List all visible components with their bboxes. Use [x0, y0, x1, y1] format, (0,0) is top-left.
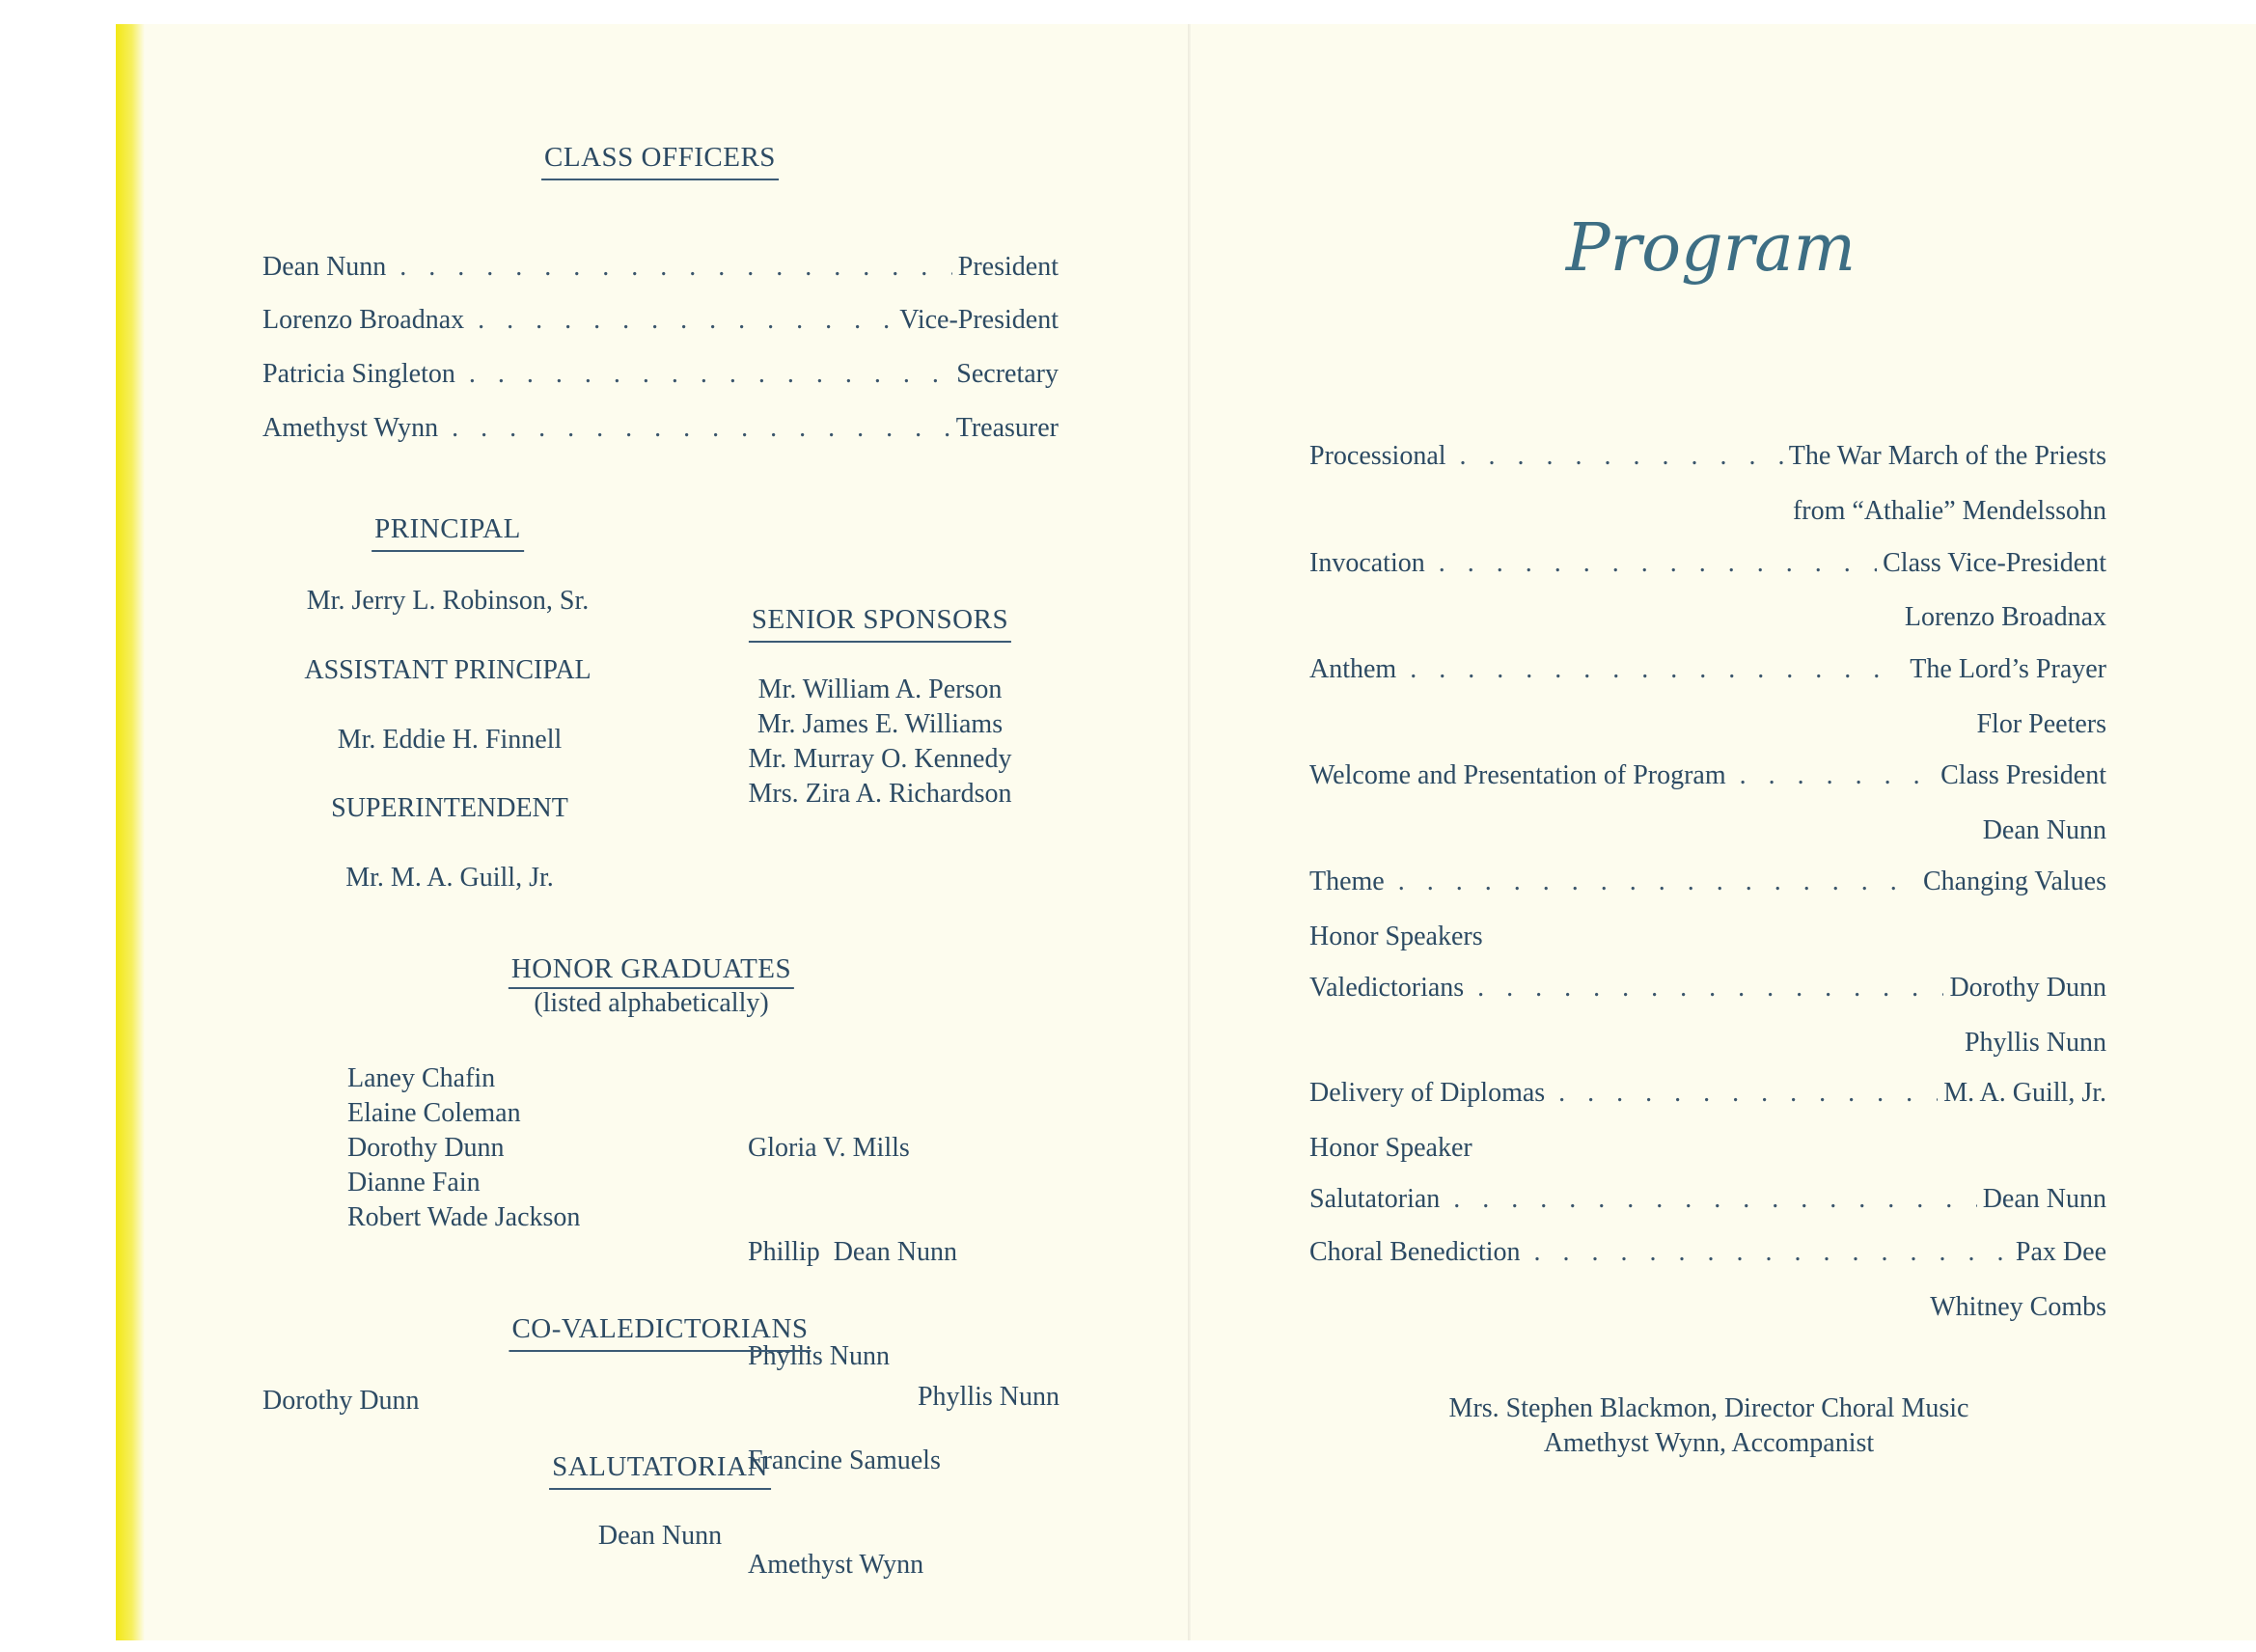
senior-sponsors-list — [749, 673, 1012, 812]
leader-dots — [1445, 1186, 1976, 1213]
program-item-label: Valedictorians — [1309, 973, 1465, 1003]
program-item — [1309, 868, 2106, 895]
program-item-continuation: Phyllis Nunn — [1964, 1028, 2106, 1058]
program-item — [1309, 762, 2106, 789]
program-item-value: Dean Nunn — [1982, 1184, 2106, 1214]
officer-name: Patricia Singleton — [262, 359, 455, 389]
leader-dots — [470, 307, 894, 334]
honor-speakers-label: Honor Speakers — [1309, 922, 1483, 951]
honor-graduate: Phyllis Nunn — [748, 1341, 891, 1371]
honor-graduate: Phillip Dean Nunn — [748, 1237, 957, 1267]
honor-graduates-right-column — [748, 1061, 957, 1652]
assistant-principal-name: Mr. Eddie H. Finnell — [337, 725, 563, 755]
co-valedictorian-name: Phyllis Nunn — [917, 1382, 1059, 1412]
superintendent-name: Mr. M. A. Guill, Jr. — [345, 863, 554, 893]
honor-graduate: Laney Chafin — [347, 1063, 496, 1093]
program-item-continuation: Whitney Combs — [1930, 1292, 2106, 1322]
program-item-value: Class President — [1940, 760, 2106, 790]
honor-graduate: Elaine Coleman — [347, 1098, 521, 1128]
yellow-deckle-edge — [116, 24, 145, 1640]
officer-role: President — [957, 252, 1059, 282]
leader-dots — [1402, 656, 1904, 683]
leader-dots — [1551, 1080, 1938, 1107]
program-item-value: M. A. Guill, Jr. — [1943, 1078, 2106, 1108]
leader-dots — [1527, 1239, 2010, 1266]
officer-row — [262, 361, 1059, 388]
officer-role: Vice-President — [899, 305, 1059, 335]
officer-name: Lorenzo Broadnax — [262, 305, 465, 335]
honor-graduates-heading: HONOR GRADUATES — [509, 953, 794, 989]
program-item — [1309, 550, 2106, 577]
leader-dots — [1470, 975, 1943, 1002]
program-item-label: Choral Benediction — [1309, 1237, 1521, 1267]
program-item — [1309, 656, 2106, 683]
program-item-value: Changing Values — [1922, 867, 2106, 896]
program-item-continuation: Flor Peeters — [1976, 709, 2106, 739]
program-item-label: Invocation — [1309, 548, 1425, 578]
honor-graduates-left-column — [347, 1061, 580, 1235]
salutatorian-name: Dean Nunn — [597, 1521, 723, 1551]
honor-graduate: Dianne Fain — [347, 1168, 481, 1198]
honor-graduate: Francine Samuels — [748, 1446, 941, 1475]
leader-dots — [444, 415, 950, 442]
leader-dots — [1431, 550, 1877, 577]
officer-row — [262, 415, 1059, 442]
program-item-label: Anthem — [1309, 654, 1397, 684]
principal-name: Mr. Jerry L. Robinson, Sr. — [306, 586, 590, 616]
superintendent-heading: SUPERINTENDENT — [331, 793, 568, 823]
honor-graduate: Robert Wade Jackson — [347, 1202, 581, 1232]
officer-row — [262, 307, 1059, 334]
leader-dots — [461, 361, 950, 388]
program-item — [1309, 1186, 2106, 1213]
honor-graduate: Gloria V. Mills — [748, 1133, 910, 1163]
honor-graduates-subheading: (listed alphabetically) — [534, 988, 769, 1018]
officer-role: Secretary — [956, 359, 1059, 389]
choral-director-credit: Mrs. Stephen Blackmon, Director Choral Music — [1448, 1393, 1969, 1423]
co-valedictorian-name: Dorothy Dunn — [262, 1386, 420, 1416]
program-item-continuation: Dean Nunn — [1982, 815, 2106, 845]
program-item-continuation: from “Athalie” Mendelssohn — [1792, 496, 2106, 526]
officer-role: Treasurer — [955, 413, 1059, 443]
program-item — [1309, 443, 2106, 470]
co-valedictorians-heading: CO-VALEDICTORIANS — [509, 1313, 811, 1352]
program-item — [1309, 1080, 2106, 1107]
honor-graduate: Amethyst Wynn — [748, 1550, 924, 1580]
program-item-label: Delivery of Diplomas — [1309, 1078, 1546, 1108]
program-item-label: Processional — [1309, 441, 1446, 471]
honor-graduate: Dorothy Dunn — [347, 1133, 505, 1163]
leader-dots — [1390, 868, 1917, 895]
program-item-label: Theme — [1309, 867, 1385, 896]
program-item-value: The Lord’s Prayer — [1910, 654, 2106, 684]
program-item-value: Class Vice-President — [1883, 548, 2106, 578]
program-item-value: Pax Dee — [2015, 1237, 2106, 1267]
leader-dots — [1732, 762, 1935, 789]
sponsor-name: Mr. James E. Williams — [757, 709, 1004, 739]
program-title: Program — [1565, 210, 1857, 287]
sponsor-name: Mr. Murray O. Kennedy — [748, 744, 1012, 774]
leader-dots — [392, 254, 951, 281]
honor-speaker-label: Honor Speaker — [1309, 1133, 1472, 1163]
senior-sponsors-heading: SENIOR SPONSORS — [749, 604, 1011, 643]
sponsor-name: Mrs. Zira A. Richardson — [748, 779, 1012, 809]
program-item-value: The War March of the Priests — [1788, 441, 2106, 471]
program-item — [1309, 1239, 2106, 1266]
program-item — [1309, 975, 2106, 1002]
assistant-principal-heading: ASSISTANT PRINCIPAL — [304, 655, 592, 685]
officer-name: Dean Nunn — [262, 252, 387, 282]
salutatorian-heading: SALUTATORIAN — [549, 1451, 771, 1490]
leader-dots — [1452, 443, 1783, 470]
center-fold — [1188, 24, 1191, 1640]
officer-row — [262, 254, 1059, 281]
program-item-label: Welcome and Presentation of Program — [1309, 760, 1726, 790]
accompanist-credit: Amethyst Wynn, Accompanist — [1543, 1428, 1875, 1458]
class-officers-heading: CLASS OFFICERS — [541, 142, 779, 180]
program-item-continuation: Lorenzo Broadnax — [1904, 602, 2106, 632]
principal-heading: PRINCIPAL — [371, 513, 524, 552]
program-item-value: Dorothy Dunn — [1949, 973, 2106, 1003]
program-item-label: Salutatorian — [1309, 1184, 1441, 1214]
sponsor-name: Mr. William A. Person — [757, 675, 1003, 704]
officer-name: Amethyst Wynn — [262, 413, 439, 443]
